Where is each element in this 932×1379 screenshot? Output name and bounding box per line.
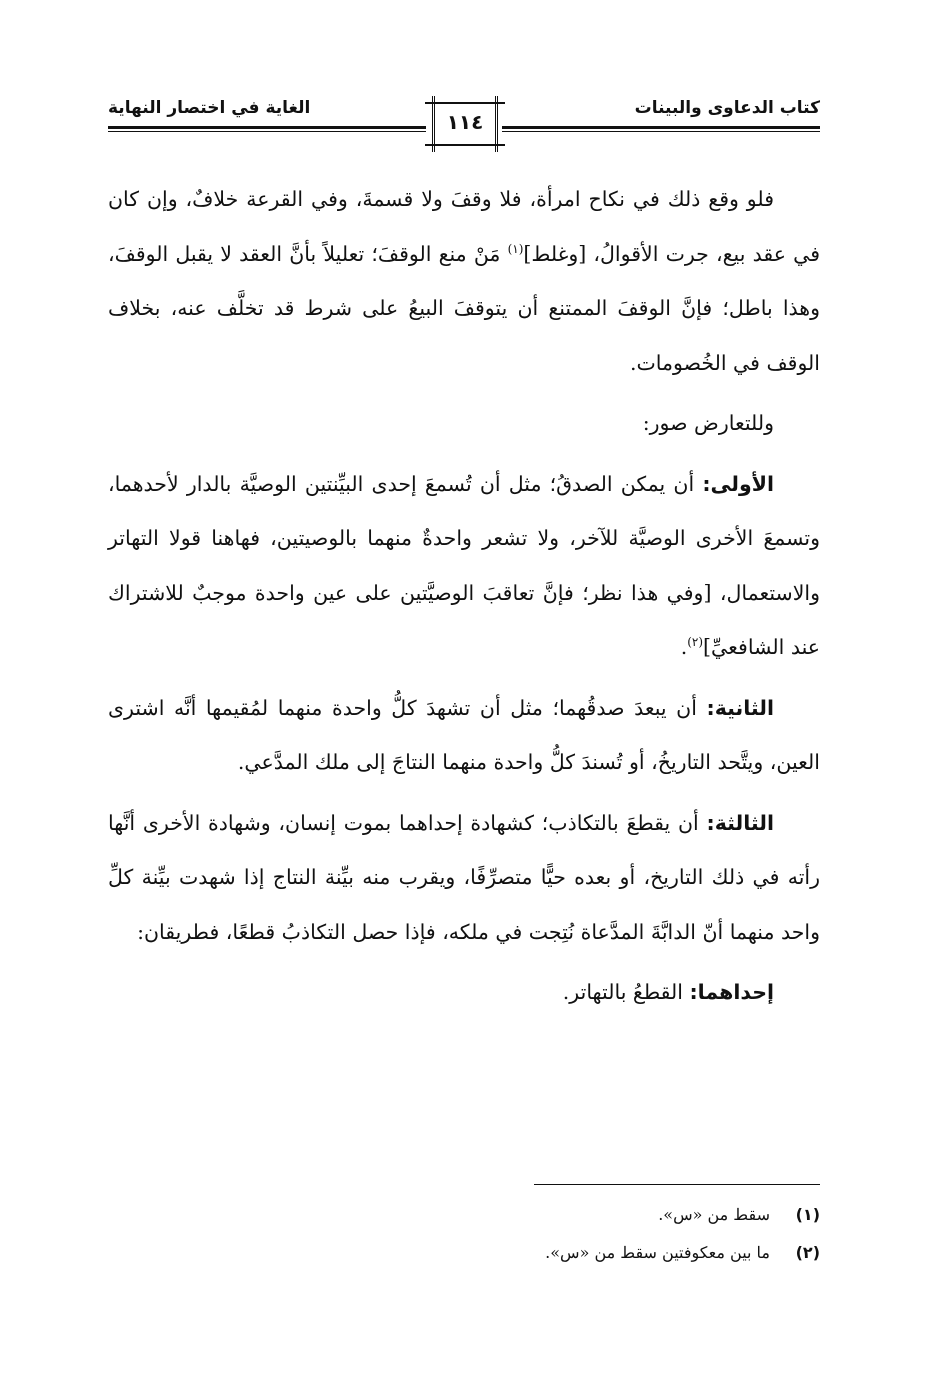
footnote <box>108 1203 820 1227</box>
header-rule-right <box>502 126 820 129</box>
paragraph-text: فلو وقع ذلك في نكاح امرأة، فلا وقفَ ولا قسمةَ، وفي القرعة خلافٌ، وإن كان في عقد بيع، جرت الأقوالُ، [وغلط] <box>108 187 820 266</box>
book-title: الغاية في اختصار النهاية <box>108 98 311 118</box>
paragraph <box>108 457 820 675</box>
paragraph <box>108 681 820 790</box>
paragraph-lead: الثانية: <box>706 695 774 720</box>
chapter-title: كتاب الدعاوى والبينات <box>634 98 820 118</box>
paragraph-text: أن يقطعَ بالتكاذب؛ كشهادة إحداهما بموت إنسان، وشهادة الأخرى أنَّها رأته في ذلك التاريخ، أو بعده حيًّا متصرِّفًا، ويقرب منه بيِّنة النتاج إذا شهدت بيِّنة كلِّ واحد منهما أنّ الدابَّةَ المدَّعاة نُتِجت في ملكه، فإذا حصل التكاذبُ قطعًا، فطريقان: <box>108 810 820 944</box>
paragraph-text: أن يبعدَ صدقُهما؛ مثل أن تشهدَ كلُّ واحدة منهما لمُقيمها أنَّه اشترى العين، ويتَّحد التاريخُ، أو تُسندَ كلُّ واحدة منهما النتاجَ إلى ملك المدَّعي. <box>108 695 820 774</box>
footnote-ref: (١) <box>507 241 524 256</box>
paragraph <box>108 172 820 390</box>
paragraph <box>108 396 820 451</box>
header-rule-left <box>108 126 426 129</box>
page-number-frame <box>426 96 504 152</box>
footnote-separator <box>534 1184 820 1185</box>
page-number: ١١٤ <box>446 110 484 134</box>
footnote-mark: (١) <box>795 1205 820 1224</box>
paragraph-text: وللتعارض صور: <box>642 411 774 435</box>
footnote <box>108 1241 820 1265</box>
footnote-ref: (٢) <box>687 635 704 650</box>
paragraph <box>108 965 820 1020</box>
page-header <box>108 92 820 162</box>
footnotes <box>108 1203 820 1279</box>
paragraph-text-after: . <box>680 635 688 659</box>
footnote-mark: (٢) <box>795 1243 820 1262</box>
main-text <box>108 172 820 1020</box>
paragraph-lead: الأولى: <box>702 471 774 496</box>
paragraph-text: القطعُ بالتهاتر. <box>562 980 690 1004</box>
paragraph-lead: الثالثة: <box>706 810 774 835</box>
footnote-text: سقط من «س». <box>658 1205 770 1224</box>
paragraph-text-after: مَنْ منع الوقفَ؛ تعليلاً بأنَّ العقد لا يقبل الوقفَ، وهذا باطل؛ فإنَّ الوقفَ الممتنع أن يتوقفَ البيعُ على شرط قد تخلَّف عنه، بخلاف الوقف في الخُصومات. <box>108 241 820 375</box>
footnote-text: ما بين معكوفتين سقط من «س». <box>545 1243 770 1262</box>
paragraph <box>108 796 820 960</box>
paragraph-text: أن يمكن الصدقُ؛ مثل أن تُسمعَ إحدى البيِّنتين الوصيَّة بالدار لأحدهما، وتسمعَ الأخرى الوصيَّة للآخر، ولا تشعر واحدةٌ منهما بالوصيتين، فهاهنا قولا التهاتر والاستعمال، [وفي هذا نظر؛ فإنَّ تعاقبَ الوصيَّتين على عين واحدة موجبٌ للاشتراك عند الشافعيِّ] <box>108 471 820 659</box>
paragraph-lead: إحداهما: <box>689 980 774 1004</box>
